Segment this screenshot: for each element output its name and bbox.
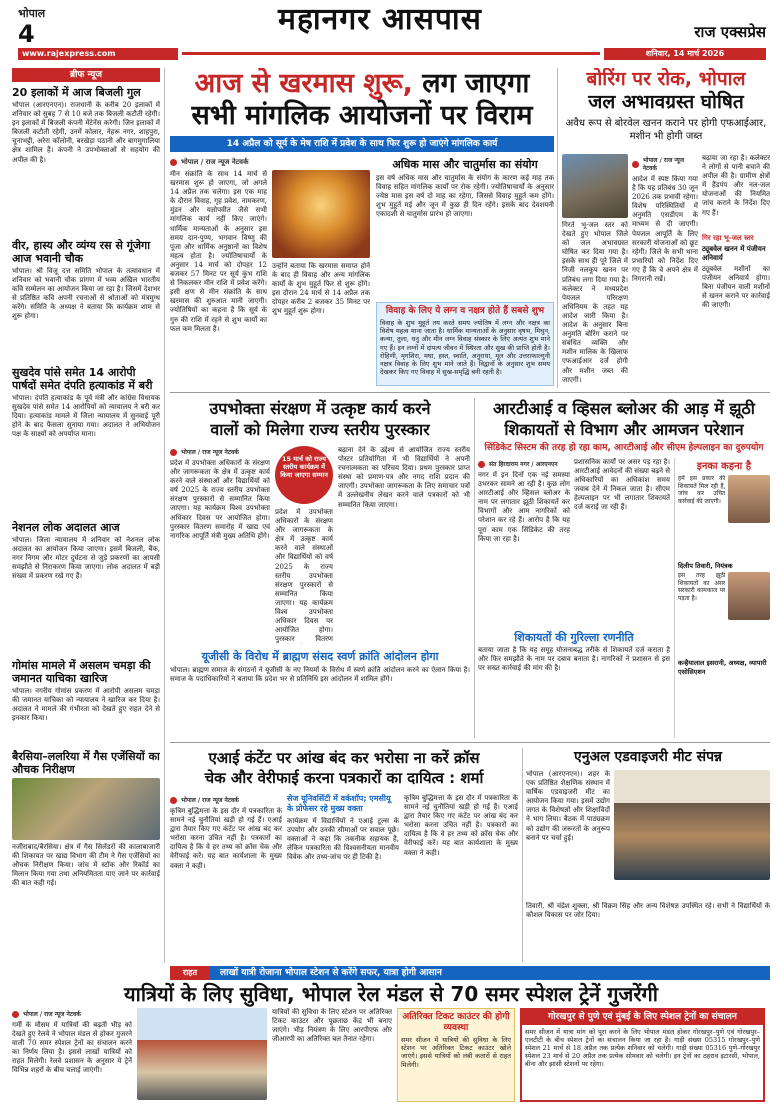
award-byline: भोपाल / राज न्यूज नेटवर्क xyxy=(170,448,270,456)
brief-4-body: भोपाल। जिला न्यायालय में शनिवार को नेशनल लोक अदालत का आयोजन किया जाएगा। इसमें बिजली, बैंक, नगर निगम और मोटर दुर्घटना से जुड़े प्रकरणों का आपसी समझौते से निराकरण किया जाएगा। लोक अदालत में बड़ी संख्या में प्रकरण रखे गए हैं। xyxy=(12,536,160,581)
lead-side-title: अधिक मास और चातुर्मास का संयोग xyxy=(392,158,538,171)
rail-body: गर्मी के मौसम में यात्रियों की बढ़ती भीड़ को देखते हुए रेलवे ने भोपाल मंडल से होकर गुजरने वाली 70 समर स्पेशल ट्रेनों का संचालन करने का निर्णय लिया है। इससे लाखों यात्रियों को राहत मिलेगी। रेलवे प्रशासन के अनुसार ये ट्रेनें विभिन्न शहरों के बीच चलाई जाएंगी। xyxy=(12,1021,132,1075)
ai-byline: भोपाल / राज न्यूज नेटवर्क xyxy=(170,796,282,804)
advisory-meet-photo xyxy=(614,770,770,880)
rti-story xyxy=(478,398,770,738)
rti-col-2: प्रशासनिक कार्यों पर असर पड़ रहा है। आरटीआई आवेदनों की संख्या बढ़ने से अधिकारियों का अधिकांश समय जवाब देने में निकल जाता है। सीएम हेल्पलाइन पर भी लगातार शिकायतें दर्ज कराई जा रही हैं। xyxy=(574,458,670,512)
award-headline-1: उपभोक्ता संरक्षण में उत्कृष्ट कार्य करने xyxy=(209,399,431,418)
rti-byline: संत हिरदाराम नगर / आरएनएन xyxy=(478,460,570,468)
brief-2-title: वीर, हास्य और व्यंग्य रस से गूंजेगा आज भवानी चौक xyxy=(12,239,151,265)
column-divider xyxy=(557,68,558,388)
rail-strap-text: लाखों यात्री रोजाना भोपाल स्टेशन से करेंगे सफर, यात्रा होगी आसान xyxy=(220,968,442,978)
date-strip: शनिवार, 14 मार्च 2026 xyxy=(604,48,766,60)
boring-story xyxy=(562,68,770,388)
ugc-body: भोपाल। ब्राह्मण समाज के संगठनों ने यूजीसी के नए नियमों के विरोध में स्वर्ण क्रांति आंदोलन करने का ऐलान किया है। समाज के पदाधिकारियों ने बताया कि प्रदेश भर से प्रतिनिधि इस आंदोलन में शामिल होंगे। xyxy=(170,666,470,684)
gas-agency-photo xyxy=(12,778,160,840)
lead-body-2: उन्होंने बताया कि खरमास समाप्त होने के बाद ही विवाह और अन्य मांगलिक कार्यों के शुभ मुहूर्त फिर से शुरू होंगे। इस दौरान 24 मार्च से 14 अप्रैल तक दोपहर करीब 2 बजकर 35 मिनट पर शुभ मुहूर्त शुरू होगा। xyxy=(272,262,370,316)
boring-col-2: आदेश में स्पष्ट किया गया है कि यह प्रतिबंध 30 जून 2026 तक प्रभावी रहेगा। विशेष परिस्थितियों में अनुमति एसडीएम के माध्यम से दी जाएगी। पेयजल आपूर्ति के लिए सरकारी योजनाओं को छूट रहेगी। जिले के सभी थाना प्रभारियों को निर्देश दिए गए हैं कि वे अपने क्षेत्र में निगरानी रखें। xyxy=(632,175,698,284)
rti-subhead: सिंडिकेट सिस्टम की तरह हो रहा काम, आरटीआई और सीएम हेल्पलाइन का दुरुपयोग xyxy=(484,443,764,453)
boring-col-1: गिरते भू-जल स्तर को देखते हुए भोपाल जिले को जल अभावग्रस्त घोषित कर दिया गया है। इसके साथ ही पूरे जिले में निजी नलकूप खनन पर प्रतिबंध लगा दिया गया है। कलेक्टर ने मध्यप्रदेश पेयजल परिरक्षण अधिनियम के तहत यह आदेश जारी किया है। आदेश के अनुसार बिना अनुमति बोरिंग कराने पर संबंधित व्यक्ति और मशीन मालिक के खिलाफ एफआईआर दर्ज होगी और मशीन जब्त की जाएगी। xyxy=(562,221,628,383)
rail-story xyxy=(12,982,770,1102)
annual-meet-story xyxy=(526,748,770,962)
masthead-rule xyxy=(182,52,600,55)
byline-dot-icon xyxy=(478,461,485,468)
ai-story xyxy=(170,748,518,962)
rti-quote-1: हमें इस प्रकार की शिकायतें मिल रही हैं, जांच कर उचित कार्रवाई की जाएगी। xyxy=(678,475,726,505)
byline-dot-icon xyxy=(632,161,639,168)
brief-1-body: भोपाल (आरएनएन)। राजधानी के करीब 20 इलाकों में शनिवार को सुबह 7 से 10 बजे तक बिजली कटौती रहेगी। इन इलाकों में बिजली कंपनी मेंटेनेंस करेगी। जिन इलाकों में बिजली कटौती रहेगी, उनमें कोलार, नेहरू नगर, शाहपुरा, चूनाभट्टी, अरेरा कॉलोनी, बरखेड़ा पठानी और बागमुगालिया क्षेत्र शामिल हैं। कंपनी ने उपभोक्ताओं से सहयोग की अपील की है। xyxy=(12,101,160,164)
boring-col-3b: ट्यूबवेल मशीनों का पंजीयन अनिवार्य होगा। बिना पंजीयन वाली मशीनों से खनन कराने पर कार्रवाई की जाएगी। xyxy=(702,265,770,310)
rti-name-2: कन्हैयालाल इसरानी, अध्यक्ष, व्यापारी एसोसिएशन xyxy=(678,659,767,676)
ai-headline-2: चेक और वेरीफाई करना पत्रकारों का दायित्व : शर्मा xyxy=(204,769,484,787)
lead-story xyxy=(170,68,554,388)
rti-subhead-2: शिकायतों की गुरिल्ला रणनीति xyxy=(514,631,634,644)
lead-byline: भोपाल / राज न्यूज नेटवर्क xyxy=(170,158,370,167)
boring-bold-1: गिर रहा भू-जल स्तर xyxy=(702,234,754,242)
brief-column xyxy=(12,68,160,963)
lead-headline-line1 xyxy=(170,68,554,100)
lead-headline-red: आज से खरमास शुरू, xyxy=(194,68,413,99)
award-body-2: बढ़ाना देने के उद्देश्य से आयोजित राज्य स्तरीय पोस्टर प्रतियोगिता में भी विद्यार्थियों ने अपनी रचनात्मकता का परिचय दिया। प्रथम पुरस्कार प्राप्त संस्था को प्रमाण-पत्र और नगद राशि प्रदान की जाएगी। उपभोक्ता जागरूकता के लिए समाचार पत्रों में उल्लेखनीय लेखन करने वाले पत्रकारों को भी सम्मानित किया जाएगा। xyxy=(338,446,470,509)
boring-col-3: बढ़ाया जा रहा है। कलेक्टर ने लोगों से पानी बचाने की अपील की है। ग्रामीण क्षेत्रों में हैंडपंप और नल-जल योजनाओं की नियमित जांच कराने के निर्देश दिए गए हैं। xyxy=(702,154,770,217)
sun-deity-photo xyxy=(272,170,370,258)
brief-1-title: 20 इलाकों में आज बिजली गुल xyxy=(12,86,141,99)
page-number: 4 xyxy=(18,20,35,48)
rail-box-body: समर सीजन में यात्रियों की सुविधा के लिए स्टेशन पर अतिरिक्त टिकट काउंटर खोले जाएंगे। इससे यात्रियों को लंबी कतारों से राहत मिलेगी। xyxy=(401,1036,511,1069)
brief-3-body: भोपाल। दंपति हत्याकांड के पूर्व मंत्री और कांग्रेस विधायक सुखदेव पांसे समेत 14 आरोपियों को न्यायालय ने बरी कर दिया। हत्याकांड मामले में जिला न्यायालय में सुनवाई पूरी होने के बाद फैसला सुनाया गया। अदालत ने अभियोजन पक्ष के साक्ष्यों को अपर्याप्त माना। xyxy=(12,394,160,439)
rail-box-title: अतिरिक्त टिकट काउंटर की होगी व्यवस्था xyxy=(402,1012,510,1033)
rti-headline-1: आरटीआई व व्हिसल ब्लोअर की आड़ में झूठी xyxy=(493,399,755,418)
boring-headline-1: बोरिंग पर रोक, भोपाल xyxy=(586,68,746,90)
special-train-body: समर सीजन में यात्रा मांग को पूरा करने के लिए भोपाल मंडल होकर गोरखपुर–पुणे एवं गोरखपुर–एलटीटी के बीच स्पेशल ट्रेनों का संचालन किया जा रहा है। गाड़ी संख्या 05315 गोरखपुर–पुणे स्पेशल 21 मार्च से 18 अप्रैल तक प्रत्येक शनिवार को चलेगी। गाड़ी संख्या 05316 पुणे–गोरखपुर स्पेशल 23 मार्च से 20 अप्रैल तक प्रत्येक सोमवार को चलेगी। इन ट्रेनों का ठहराव इटारसी, भोपाल, बीना और झांसी स्टेशनों पर रहेगा। xyxy=(525,1028,760,1068)
lead-side-body: इस वर्ष अधिक मास और चातुर्मास के संयोग के कारण कई माह तक विवाह सहित मांगलिक कार्यों पर रोक रहेगी। ज्योतिषाचार्यों के अनुसार ज्येष्ठ मास इस वर्ष दो माह का रहेगा, जिससे विवाह मुहूर्त कम होंगे। शुभ मुहूर्त मई और जून में कुछ ही दिन रहेंगे। इसके बाद देवशयनी एकादशी से चातुर्मास प्रारंभ हो जाएगा। xyxy=(376,174,554,219)
byline-dot-icon xyxy=(12,1011,19,1018)
section-rule xyxy=(170,742,770,743)
rti-body-2: बताया जाता है कि यह समूह योजनाबद्ध तरीके से शिकायतें दर्ज कराता है और फिर समझौते के नाम पर दबाव बनाता है। नागरिकों ने प्रशासन से इस पर सख्त कार्रवाई की मांग की है। xyxy=(478,646,670,673)
rti-quote-head: इनका कहना है xyxy=(696,461,752,472)
brand-name: राज एक्सप्रेस xyxy=(694,23,766,41)
section-title: महानगर आसपास xyxy=(278,2,482,37)
lead-kicker: 14 अप्रैल को सूर्य के मेष राशि में प्रवेश के साथ फिर शुरू हो जाएंगे मांगलिक कार्य xyxy=(170,136,554,152)
lead-headline-line2: सभी मांगलिक आयोजनों पर विराम xyxy=(191,100,533,131)
boring-subhead: अवैध रूप से बोरवेल खनन कराने पर होगी एफआईआर, मशीन भी होगी जब्त xyxy=(565,118,767,142)
lead-body: मीन संक्रांति के साथ 14 मार्च से खरमास शुरू हो जाएगा, जो अगले 14 अप्रैल तक चलेगा। इस एक माह के दौरान विवाह, गृह प्रवेश, नामकरण, मुंडन और यज्ञोपवीत जैसे सभी मांगलिक कार्य नहीं किए जाएंगे। धार्मिक मान्यताओं के अनुसार इस समय दान-पुण्य, भगवान विष्णु की पूजा और धार्मिक अनुष्ठानों का विशेष महत्व होता है। ज्योतिषाचार्यों के अनुसार 14 मार्च को दोपहर 12 बजकर 57 मिनट पर सूर्य कुंभ राशि से निकलकर मीन राशि में प्रवेश करेंगे। इसी क्षण से मीन संक्रांति के साथ खरमास की शुरुआत मानी जाएगी। ज्योतिषियों का कहना है कि सूर्य के गुरु की राशि में रहने से शुभ कार्यों का फल कम मिलता है। xyxy=(170,170,267,333)
ugc-headline: यूजीसी के विरोध में ब्राह्मण संसद स्वर्ण क्रांति आंदोलन होगा xyxy=(201,650,439,663)
brief-3-title: सुखदेव पांसे समेत 14 आरोपी पार्षदों समेत दंपति हत्याकांड में बरी xyxy=(12,366,153,392)
brief-4-title: नेशनल लोक अदालत आज xyxy=(12,521,120,534)
rail-strap-label: राहत xyxy=(170,966,210,980)
byline-dot-icon xyxy=(170,449,177,456)
station-photo xyxy=(137,1008,267,1100)
rti-quote-2: इस तरह झूठी शिकायतों का असर सरकारी कामकाज पर पड़ता है। xyxy=(678,572,726,602)
byline-dot-icon xyxy=(170,159,177,166)
official-photo-2 xyxy=(728,572,770,620)
boring-bold-2: ट्यूबवेल खनन में पंजीयन अनिवार्य xyxy=(702,245,766,262)
lead-headline-rest: लग जाएगा xyxy=(412,68,530,99)
award-story xyxy=(170,398,470,738)
boring-headline-2: जल अभावग्रस्त घोषित xyxy=(588,91,744,113)
boring-byline: भोपाल / राज न्यूज नेटवर्क xyxy=(632,156,698,172)
ai-body-3: कृत्रिम बुद्धिमत्ता के इस दौर में पत्रकारिता के सामने नई चुनौतियां खड़ी हो गई हैं। एआई द्वारा तैयार किए गए कंटेंट पर आंख बंद कर भरोसा करना उचित नहीं है। पत्रकारों का दायित्व है कि वे हर तथ्य को क्रॉस चेक और वेरीफाई करें। यह बात कार्यशाला के मुख्य वक्ता ने कही। xyxy=(404,794,518,857)
award-callout: 15 मार्च को राज्य स्तरीय कार्यक्रम में किया जाएगा सम्मान xyxy=(275,446,333,504)
masthead-city: भोपाल xyxy=(18,7,46,20)
borewell-photo xyxy=(562,154,628,218)
section-rule xyxy=(170,392,770,393)
award-headline-2: वालों को मिलेगा राज्य स्तरीय पुरस्कार xyxy=(210,420,430,439)
ai-body-2: कार्यक्रम में विद्यार्थियों ने एआई टूल्स के उपयोग और उनकी सीमाओं पर सवाल पूछे। वक्ताओं ने कहा कि तकनीक सहायक है, लेकिन पत्रकारिता की विश्वसनीयता मानवीय विवेक और तथ्य-जांच पर ही टिकी है। xyxy=(287,817,399,862)
ai-headline-1: एआई कंटेंट पर आंख बंद कर भरोसा ना करें क्रॉस xyxy=(208,749,480,767)
brief-6-title: बैरसिया–ललरिया में गैस एजेंसियों का औचक निरीक्षण xyxy=(12,750,160,776)
brief-6-body: नजीराबाद/बैरसिया। क्षेत्र में गैस सिलेंडरों की कालाबाजारी की शिकायत पर खाद्य विभाग की टीम ने गैस एजेंसियों का औचक निरीक्षण किया। जांच में स्टॉक और रिकॉर्ड का मिलान किया गया तथा अनियमितता पाए जाने पर कार्रवाई की बात कही गई। xyxy=(12,843,160,888)
rail-byline: भोपाल / राज न्यूज नेटवर्क xyxy=(12,1010,132,1018)
byline-dot-icon xyxy=(170,797,177,804)
award-body-mid: प्रदेश में उपभोक्ता अधिकारों के संरक्षण और जागरूकता के क्षेत्र में उत्कृष्ट कार्य करने वाले संस्थाओं और विद्यार्थियों को वर्ष 2025 के राज्य स्तरीय उपभोक्ता संरक्षण पुरस्कारों से सम्मानित किया जाएगा। यह कार्यक्रम विश्व उपभोक्ता अधिकार दिवस पर आयोजित होगा। पुरस्कार वितरण xyxy=(275,508,333,644)
annual-body: भोपाल (आरएनएन)। शहर के एक प्रतिष्ठित शैक्षणिक संस्थान में वार्षिक एडवाइजरी मीट का आयोजन किया गया। इसमें उद्योग जगत के विशेषज्ञों और शिक्षाविदों ने भाग लिया। बैठक में पाठ्यक्रम को उद्योग की जरूरतों के अनुरूप बनाने पर चर्चा हुई। xyxy=(526,770,610,842)
rti-col-1: नगर में इन दिनों एक नई समस्या उभरकर सामने आ रही है। कुछ लोग आरटीआई और व्हिसल ब्लोअर के नाम पर लगातार झूठी शिकायतें कर विभागों और आम नागरिकों को परेशान कर रहे हैं। आरोप है कि यह पूरा काम एक सिंडिकेट की तरह किया जा रहा है। xyxy=(478,471,570,543)
rail-strap xyxy=(170,966,770,980)
special-train-title: गोरखपुर से पुणे एवं मुंबई के लिए स्पेशल ट्रेनों का संचालन xyxy=(522,1010,763,1025)
annual-body-2: तिवारी, श्री चंद्रेश शुक्ला, श्री विक्रम सिंह और अन्य विशेषज्ञ उपस्थित रहे। सभी ने विद्यार्थियों के कौशल विकास पर जोर दिया। xyxy=(526,902,770,920)
column-divider xyxy=(164,68,165,963)
column-divider xyxy=(474,398,475,738)
column-divider xyxy=(522,748,523,962)
brief-2-body: भोपाल। श्री विजू दत्त समिति भोपाल के तत्वावधान में शनिवार को भवानी चौक प्रांगण में भव्य अखिल भारतीय कवि सम्मेलन का आयोजन किया जा रहा है। जिसमें देशभर से प्रतिष्ठित कवि अपनी रचनाओं से श्रोताओं को मंत्रमुग्ध करेंगे। समिति के अध्यक्ष ने बताया कि कार्यक्रम शाम से शुरू होगा। xyxy=(12,267,160,321)
brief-label: ब्रीफ न्यूज xyxy=(12,68,160,82)
rti-name-1: दिलीप तिवारी, नियंत्रक xyxy=(678,562,733,570)
brief-5-body: भोपाल। नगरीय गोमांस प्रकरण में आरोपी असलम चमड़ा की जमानत याचिका को न्यायालय ने खारिज कर दिया है। अदालत ने मामले की गंभीरता को देखते हुए राहत देने से इनकार किया। xyxy=(12,687,160,723)
masthead xyxy=(0,0,778,60)
rail-headline: यात्रियों के लिए सुविधा, भोपाल रेल मंडल से 70 समर स्पेशल ट्रेनें गुजरेंगी xyxy=(124,982,658,1006)
annual-headline: एनुअल एडवाइजरी मीट संपन्न xyxy=(573,749,723,765)
award-body: प्रदेश में उपभोक्ता अधिकारों के संरक्षण और जागरूकता के क्षेत्र में उत्कृष्ट कार्य करने वाले संस्थाओं और विद्यार्थियों को वर्ष 2025 के राज्य स्तरीय उपभोक्ता संरक्षण पुरस्कारों से सम्मानित किया जाएगा। यह कार्यक्रम विश्व उपभोक्ता अधिकार दिवस पर आयोजित होगा। पुरस्कार वितरण समारोह में खाद्य एवं नागरिक आपूर्ति मंत्री मुख्य अतिथि होंगे। xyxy=(170,459,270,540)
website-link[interactable]: www.rajexpress.com xyxy=(18,48,178,60)
rail-body-2: यात्रियों की सुविधा के लिए स्टेशन पर अतिरिक्त टिकट काउंटर और पूछताछ केंद्र भी बनाए जाएंगे। भीड़ नियंत्रण के लिए आरपीएफ और जीआरपी का अतिरिक्त बल तैनात रहेगा। xyxy=(272,1008,392,1044)
lead-box-body: विवाह के शुभ मुहूर्त तय करते समय ज्योतिष में लग्न और नक्षत्र का विशेष महत्व माना जाता है। धार्मिक मान्यताओं के अनुसार वृषभ, मिथुन, कन्या, तुला, धनु और मीन लग्न विवाह संस्कार के लिए अत्यंत शुभ माने गए हैं। इन लग्नों में दांपत्य जीवन में स्थिरता और सुख की प्राप्ति होती है। रोहिणी, मृगशिरा, मघा, हस्त, स्वाति, अनुराधा, मूल और उत्तराफाल्गुनी नक्षत्र विवाह के लिए शुभ माने जाते हैं। विद्वानों के अनुसार शुभ समय देखकर किए गए विवाह में सुख-समृद्धि बनी रहती है। xyxy=(380,319,550,377)
lead-box-title: विवाह के लिए ये लग्न व नक्षत्र होते हैं सबसे शुभ xyxy=(385,306,545,316)
ai-body: कृत्रिम बुद्धिमत्ता के इस दौर में पत्रकारिता के सामने नई चुनौतियां खड़ी हो गई हैं। एआई द्वारा तैयार किए गए कंटेंट पर आंख बंद कर भरोसा करना उचित नहीं है। पत्रकारों का दायित्व है कि वे हर तथ्य को क्रॉस चेक और वेरीफाई करें। यह बात कार्यशाला के मुख्य वक्ता ने कही। xyxy=(170,807,282,870)
brief-5-title: गोमांस मामले में असलम चमड़ा की जमानत याचिका खारिज xyxy=(12,659,151,685)
rti-headline-2: शिकायतों से विभाग और आमजन परेशान xyxy=(504,420,744,439)
official-photo-1 xyxy=(728,475,770,523)
ai-subhead: सेज यूनिवर्सिटी में वर्कशॉप; एमसीयू के प्रोफेसर रहे मुख्य वक्ता xyxy=(287,794,391,813)
